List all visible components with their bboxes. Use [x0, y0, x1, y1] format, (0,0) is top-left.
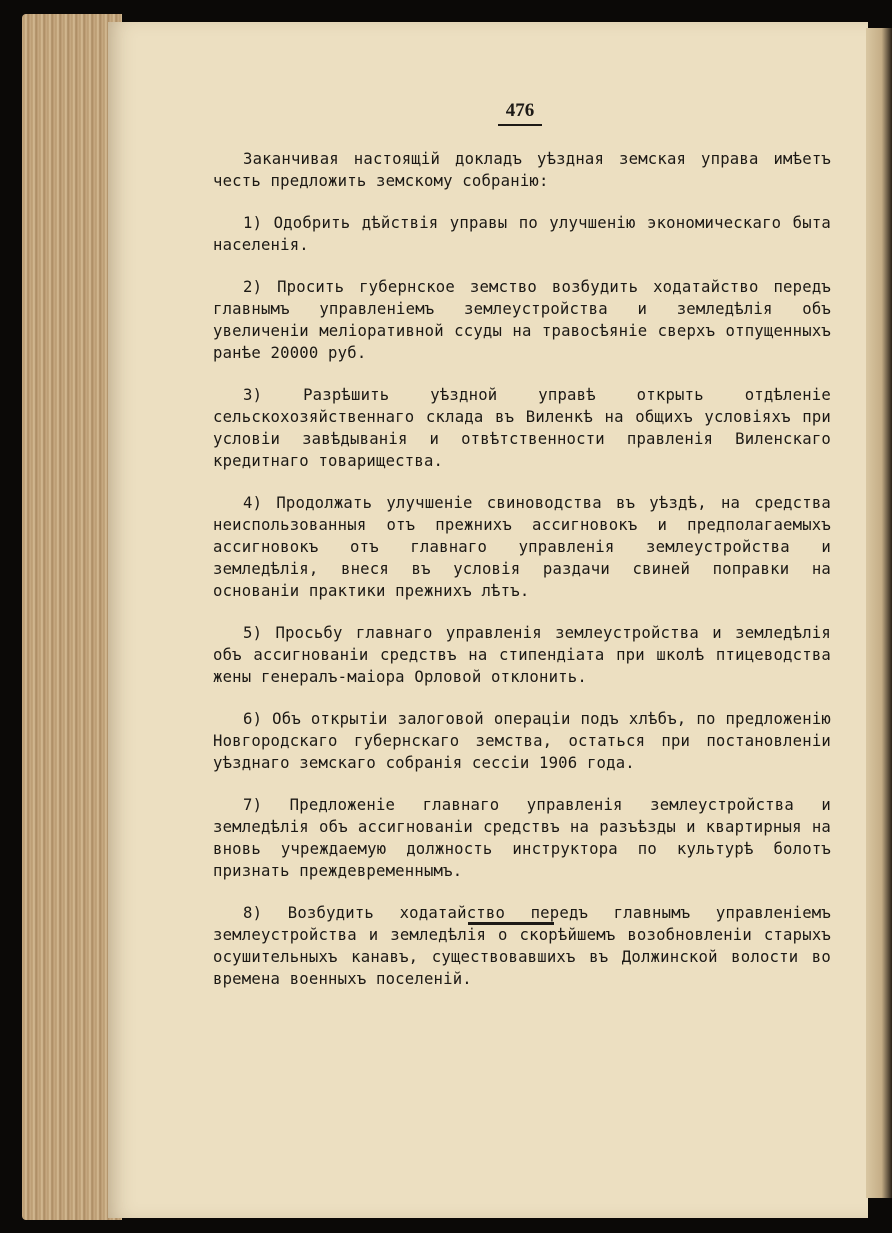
closing-rule: [468, 922, 554, 925]
book-page-edges: [22, 14, 122, 1220]
page-body: [213, 148, 831, 1010]
proposal-item-7: 7) Предложеніе главнаго управленія землеустройства и земледѣлія объ ассигнованіи средствъ на разъѣзды и квартирныя на вновь учреждаемую должность инструктора по культурѣ болотъ признать преждевременнымъ.: [213, 796, 831, 880]
proposal-item-5: 5) Просьбу главнаго управленія землеустройства и земледѣлія объ ассигнованіи средствъ на стипендіата при школѣ птицеводства жены генералъ-маіора Орловой отклонить.: [213, 624, 831, 686]
proposal-item-2: 2) Просить губернское земство возбудить ходатайство передъ главнымъ управленіемъ землеустройства и земледѣлія объ увеличеніи меліоративной ссуды на травосѣяніе сверхъ отпущенныхъ ранѣе 20000 руб.: [213, 278, 831, 362]
proposal-item-1: 1) Одобрить дѣйствія управы по улучшенію экономическаго быта населенія.: [213, 214, 831, 254]
book-right-edge: [866, 28, 892, 1198]
intro-paragraph: Заканчивая настоящій докладъ уѣздная земская управа имѣетъ честь предложить земскому собранію:: [213, 150, 831, 190]
proposal-item-4: 4) Продолжать улучшеніе свиноводства въ уѣздѣ, на средства неиспользованныя отъ прежнихъ ассигновокъ и предполагаемыхъ ассигновокъ отъ главнаго управленія землеустройства и земледѣлія, внеся въ условія раздачи свиней поправки на основаніи практики прежнихъ лѣтъ.: [213, 494, 831, 600]
proposal-item-6: 6) Объ открытіи залоговой операціи подъ хлѣбъ, по предложенію Новгородскаго губернскаго земства, остаться при постановленіи уѣзднаго земскаго собранія сессіи 1906 года.: [213, 710, 831, 772]
proposal-item-3: 3) Разрѣшить уѣздной управѣ открыть отдѣленіе сельскохозяйственнаго склада въ Виленкѣ на общихъ условіяхъ при условіи завѣдыванія и отвѣтственности правленія Виленскаго кредитнаго товарищества.: [213, 386, 831, 470]
proposal-item-8: 8) Возбудить ходатайство передъ главнымъ управленіемъ землеустройства и земледѣлія о скорѣйшемъ возобновленіи старыхъ осушительныхъ канавъ, существовавшихъ въ Должинской волости во времена военныхъ поселеній.: [213, 904, 831, 988]
page-number: 476: [498, 100, 542, 126]
